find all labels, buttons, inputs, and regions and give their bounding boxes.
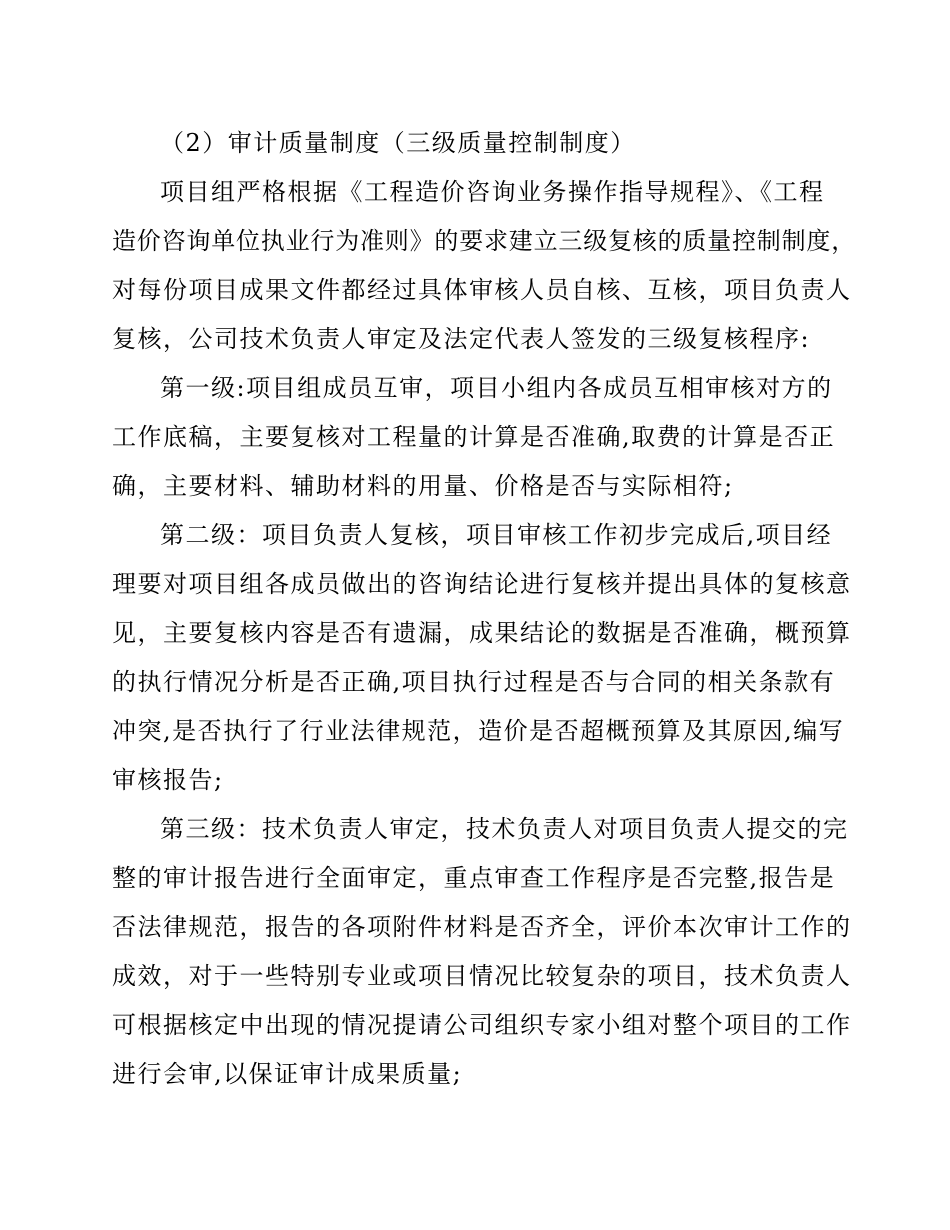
paragraph-line: 项目组严格根据《工程造价咨询业务操作指导规程》、《工程 xyxy=(160,178,825,206)
paragraph-line: 复核，公司技术负责人审定及法定代表人签发的三级复核程序: xyxy=(112,325,811,353)
paragraph-line: 可根据核定中出现的情况提请公司组织专家小组对整个项目的工作 xyxy=(112,1011,852,1039)
paragraph-line: 第一级:项目组成员互审，项目小组内各成员互相审核对方的 xyxy=(160,374,833,402)
paragraph-line: 确，主要材料、辅助材料的用量、价格是否与实际相符; xyxy=(112,472,734,500)
paragraph-line: 冲突,是否执行了行业法律规范，造价是否超概预算及其原因,编写 xyxy=(112,717,845,745)
section-heading: （2）审计质量制度（三级质量控制制度） xyxy=(160,129,636,157)
paragraph-line: 进行会审,以保证审计成果质量; xyxy=(112,1060,463,1088)
paragraph-line: 工作底稿，主要复核对工程量的计算是否准确,取费的计算是否正 xyxy=(112,423,836,451)
paragraph-line: 成效，对于一些特别专业或项目情况比较复杂的项目，技术负责人 xyxy=(112,962,852,990)
paragraph-line: 造价咨询单位执业行为准则》的要求建立三级复核的质量控制制度， xyxy=(112,227,856,255)
paragraph-line: 对每份项目成果文件都经过具体审核人员自核、互核，项目负责人 xyxy=(112,276,852,304)
paragraph-line: 第三级：技术负责人审定，技术负责人对项目负责人提交的完 xyxy=(160,815,849,843)
paragraph-line: 整的审计报告进行全面审定，重点审查工作程序是否完整,报告是 xyxy=(112,864,836,892)
paragraph-line: 审核报告; xyxy=(112,766,224,794)
paragraph-line: 的执行情况分析是否正确,项目执行过程是否与合同的相关条款有 xyxy=(112,668,836,696)
paragraph-line: 第二级：项目负责人复核，项目审核工作初步完成后,项目经 xyxy=(160,521,833,549)
paragraph-line: 见，主要复核内容是否有遗漏，成果结论的数据是否准确，概预算 xyxy=(112,619,852,647)
paragraph-line: 理要对项目组各成员做出的咨询结论进行复核并提出具体的复核意 xyxy=(112,570,852,598)
paragraph-line: 否法律规范，报告的各项附件材料是否齐全，评价本次审计工作的 xyxy=(112,913,852,941)
